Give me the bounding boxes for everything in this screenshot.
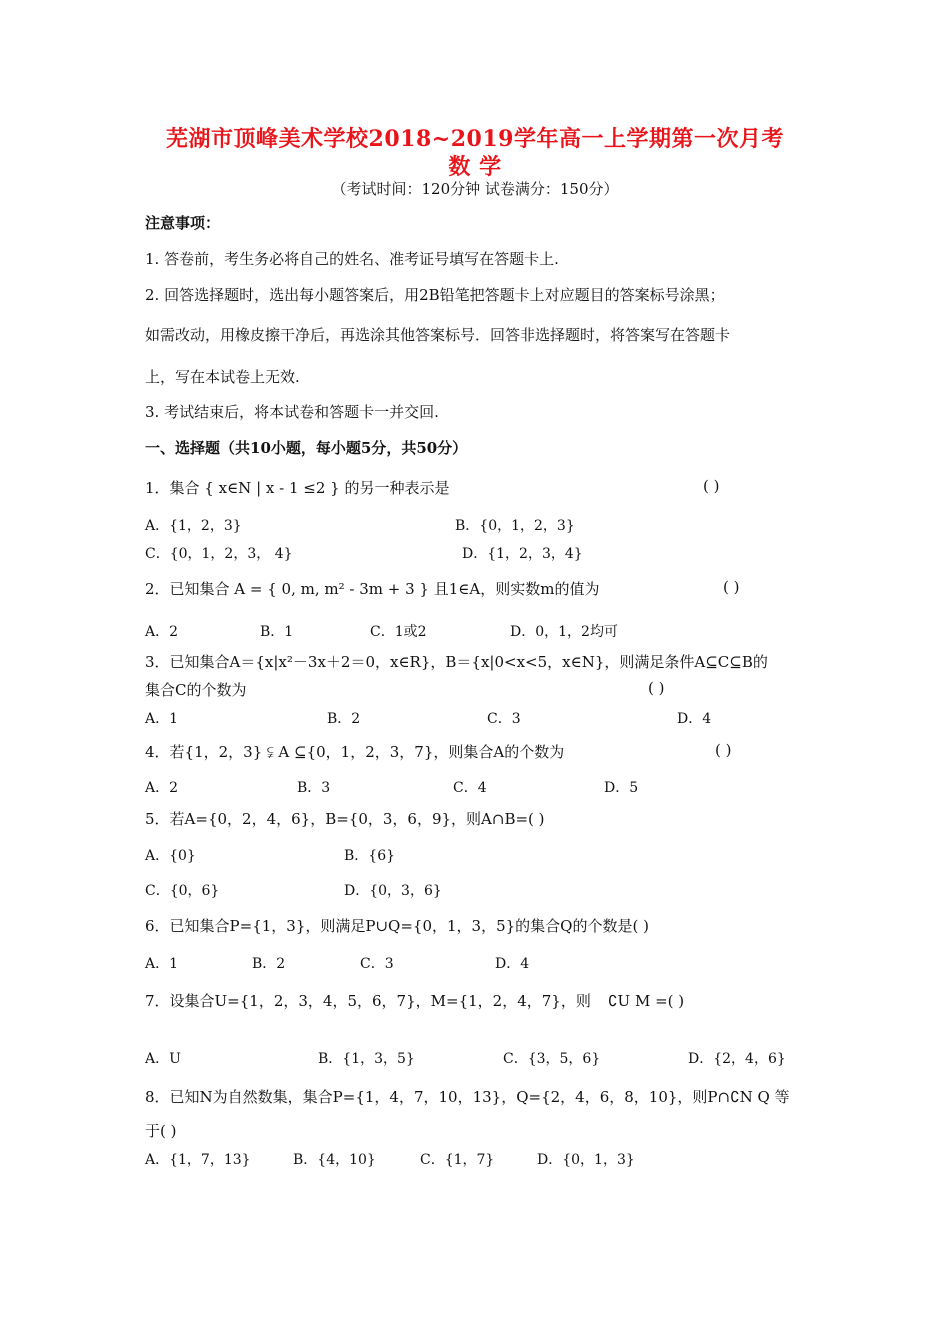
question-4-option-a: A．2 — [145, 780, 179, 796]
exam-info: （考试时间：120分钟 试卷满分：150分） — [331, 180, 619, 198]
question-1-option-a: A．{1，2，3} — [145, 518, 242, 534]
question-4-option-b: B．3 — [297, 780, 331, 796]
question-7-option-a: A．U — [145, 1051, 181, 1067]
question-6-option-a: A．1 — [145, 956, 179, 972]
question-3-answer-paren: ( ) — [648, 679, 665, 697]
exam-title: 芜湖市顶峰美术学校2018~2019学年高一上学期第一次月考 — [166, 126, 784, 152]
question-2-stem: 2．已知集合 A = { 0, m, m² - 3m + 3 } 且1∈A，则实数m的值为 — [145, 580, 600, 598]
note-2: 2. 回答选择题时，选出每小题答案后，用2B铅笔把答题卡上对应题目的答案标号涂黑； — [145, 286, 725, 304]
question-5-stem: 5．若A={0，2，4，6}，B={0，3，6，9}，则A∩B=( ) — [145, 810, 545, 828]
notes-heading: 注意事项： — [145, 214, 221, 232]
question-1-option-c: C．{0，1，2，3， 4} — [145, 546, 293, 562]
question-8-stem-cont: 于( ) — [145, 1122, 177, 1140]
note-2-end: 上，写在本试卷上无效. — [145, 368, 300, 386]
question-6-option-c: C．3 — [360, 956, 394, 972]
question-3-stem-cont: 集合C的个数为 — [145, 681, 247, 699]
question-4-option-c: C．4 — [453, 780, 487, 796]
question-8-option-a: A．{1，7，13} — [145, 1152, 251, 1168]
question-6-option-d: D．4 — [495, 956, 530, 972]
question-8-option-c: C．{1，7} — [420, 1152, 495, 1168]
question-5-option-b: B．{6} — [344, 848, 396, 864]
question-7-option-c: C．{3，5，6} — [503, 1051, 601, 1067]
question-3-stem: 3．已知集合A＝{x|x²－3x＋2＝0，x∈R}，B＝{x|0<x<5，x∈N}，则满足条件A⊆C⊆B的 — [145, 653, 768, 671]
question-2-option-a: A．2 — [145, 624, 179, 640]
question-5-option-a: A．{0} — [145, 848, 196, 864]
question-3-option-b: B．2 — [327, 711, 361, 727]
question-2-option-b: B．1 — [260, 624, 294, 640]
question-3-option-a: A．1 — [145, 711, 179, 727]
question-7-option-d: D．{2，4，6} — [688, 1051, 786, 1067]
question-1-option-d: D．{1，2，3，4} — [462, 546, 583, 562]
note-2-cont: 如需改动，用橡皮擦干净后，再选涂其他答案标号．回答非选择题时，将答案写在答题卡 — [145, 326, 731, 344]
question-2-option-c: C．1或2 — [370, 624, 427, 640]
question-7-stem-tail: ∁U M =( ) — [608, 992, 685, 1010]
question-4-stem: 4．若{1，2，3} ⫋ A ⊆{0，1，2，3，7}，则集合A的个数为 — [145, 743, 565, 761]
question-3-option-d: D．4 — [677, 711, 712, 727]
section-heading: 一、选择题（共10小题，每小题5分，共50分） — [145, 439, 468, 457]
question-8-stem: 8．已知N为自然数集，集合P={1，4，7，10，13}，Q={2，4，6，8，10}，则P∩∁N Q 等 — [145, 1088, 790, 1106]
question-7-stem: 7．设集合U={1，2，3，4，5，6，7}，M={1，2，4，7}，则 — [145, 992, 591, 1010]
subject-title: 数 学 — [448, 154, 502, 180]
question-2-option-d: D．0，1，2均可 — [510, 624, 618, 640]
question-8-option-d: D．{0，1，3} — [537, 1152, 635, 1168]
question-5-option-c: C．{0，6} — [145, 883, 220, 899]
question-4-answer-paren: ( ) — [715, 741, 732, 759]
note-3: 3. 考试结束后，将本试卷和答题卡一并交回. — [145, 403, 439, 421]
question-2-answer-paren: ( ) — [723, 578, 740, 596]
question-4-option-d: D．5 — [604, 780, 639, 796]
question-1-stem: 1．集合 { x∈N | x - 1 ≤2 } 的另一种表示是 — [145, 479, 450, 497]
question-1-option-b: B．{0，1，2，3} — [455, 518, 575, 534]
question-5-option-d: D．{0，3，6} — [344, 883, 442, 899]
question-3-option-c: C．3 — [487, 711, 521, 727]
question-1-answer-paren: ( ) — [703, 477, 720, 495]
question-6-stem: 6．已知集合P={1，3}，则满足P∪Q={0，1，3，5}的集合Q的个数是( ) — [145, 917, 649, 935]
question-6-option-b: B．2 — [252, 956, 286, 972]
note-1: 1. 答卷前，考生务必将自己的姓名、准考证号填写在答题卡上. — [145, 250, 559, 268]
question-8-option-b: B．{4，10} — [293, 1152, 376, 1168]
question-7-option-b: B．{1，3，5} — [318, 1051, 415, 1067]
